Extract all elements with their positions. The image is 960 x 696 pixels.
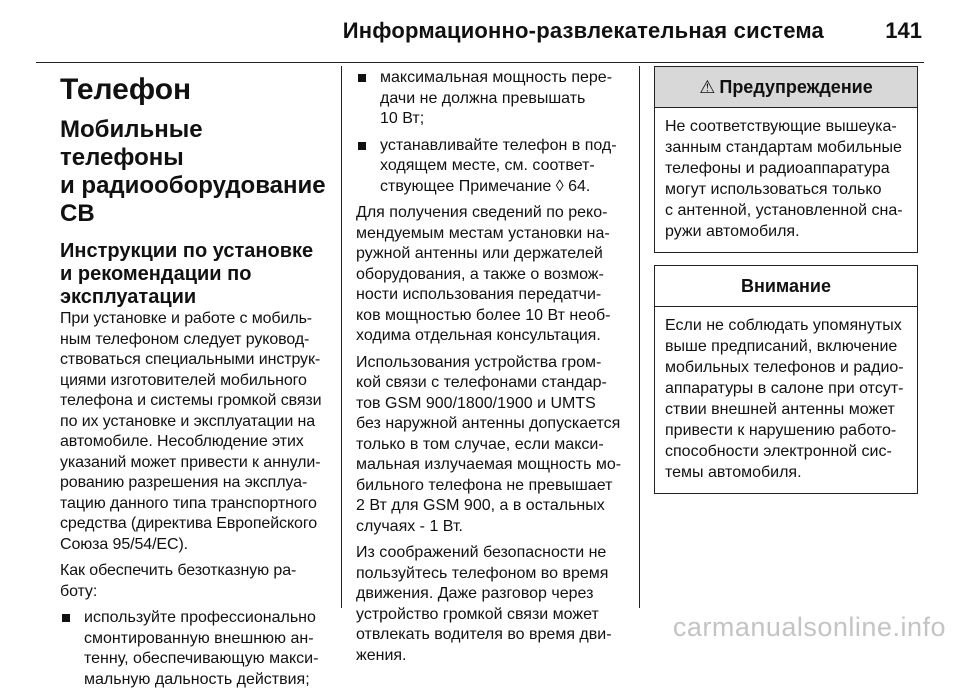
text-line: кой связи с телефонами стандар- bbox=[356, 374, 607, 391]
text-line: оборудования, а также о возмож- bbox=[356, 265, 604, 283]
text-line: Союза 95/54/EC). bbox=[60, 535, 189, 553]
text-line: Из соображений безопасности не bbox=[356, 544, 607, 561]
text-line: Использования устройства гром- bbox=[356, 353, 602, 371]
page-header bbox=[36, 0, 924, 63]
text-line: тов GSM 900/1800/1900 и UMTS bbox=[356, 394, 596, 412]
antenna-paragraph bbox=[356, 203, 626, 347]
text-line: ружи автомобиля. bbox=[665, 223, 800, 240]
text-line: ствоваться специальными инструк- bbox=[60, 351, 321, 368]
text-line: Если не соблюдать упомянутых bbox=[665, 317, 902, 334]
text-line: ности использования передатчи- bbox=[356, 286, 602, 303]
column-divider-1 bbox=[341, 66, 342, 608]
text-line: ружной антенны или держателей bbox=[356, 245, 603, 262]
bullet-list bbox=[60, 608, 326, 690]
subsection-title-line: эксплуатации bbox=[60, 286, 197, 308]
text-line: тацию данного типа транспортного bbox=[60, 494, 317, 512]
text-line: ным телефоном следует руковод- bbox=[60, 330, 310, 348]
text-line: При установке и работе с мобиль- bbox=[60, 310, 313, 327]
text-line: мальная излучаемая мощность мо- bbox=[356, 456, 622, 473]
warning-title: Предупреждение bbox=[719, 76, 873, 97]
notice-text bbox=[665, 315, 907, 483]
column-2 bbox=[356, 66, 626, 666]
bullet-square-icon bbox=[62, 614, 70, 622]
handsfree-paragraph bbox=[356, 353, 626, 538]
warning-header bbox=[655, 67, 917, 108]
column-1 bbox=[60, 66, 326, 696]
subsection-title-line: и рекомендации по bbox=[60, 263, 252, 285]
warning-text bbox=[665, 116, 907, 242]
text-line: мендуемым местам установки на- bbox=[356, 224, 610, 242]
text-line: циями изготовителей мобильного bbox=[60, 371, 307, 389]
text-line: ствии внешней антенны может bbox=[665, 401, 895, 418]
text-line: выше предписаний, включение bbox=[665, 338, 898, 355]
section-title-line: Мобильные телефоны bbox=[60, 116, 203, 171]
notice-body bbox=[655, 307, 917, 493]
bullet-item bbox=[356, 68, 626, 130]
text-line: используйте профессионально bbox=[84, 609, 316, 626]
text-line: бильного телефона не превышает bbox=[356, 476, 613, 494]
intro-paragraph bbox=[60, 309, 326, 555]
text-line: телефона и системы громкой связи bbox=[60, 392, 322, 409]
page-title: Телефон bbox=[60, 73, 192, 106]
notice-box bbox=[654, 265, 918, 494]
text-line: способности электронной сис- bbox=[665, 443, 892, 460]
warning-box bbox=[654, 66, 918, 253]
text-line: Не соответствующие вышеука- bbox=[665, 118, 897, 135]
text-line: рованию разрешения на эксплуа- bbox=[60, 474, 308, 491]
section-title-line: и радиооборудование CB bbox=[60, 172, 326, 227]
subsection-title-line: Инструкции по установке bbox=[60, 240, 314, 262]
bullet-item bbox=[356, 136, 626, 198]
bullet-square-icon bbox=[358, 142, 366, 150]
text-line: максимальная мощность пере- bbox=[380, 69, 613, 86]
text-line: с антенной, установленной сна- bbox=[665, 202, 903, 219]
text-line: боту: bbox=[60, 582, 98, 600]
page-number: 141 bbox=[885, 18, 922, 43]
notice-title: Внимание bbox=[741, 275, 831, 296]
text-line: жения. bbox=[356, 646, 407, 664]
column-divider-2 bbox=[639, 66, 640, 608]
text-line: без наружной антенны допускается bbox=[356, 415, 621, 432]
text-line: автомобиле. Несоблюдение этих bbox=[60, 433, 304, 450]
bullet-square-icon bbox=[358, 74, 366, 82]
text-line: мальную дальность действия; bbox=[84, 670, 310, 688]
text-line: пользуйтесь телефоном во время bbox=[356, 564, 609, 582]
text-line: тенну, обеспечивающую макси- bbox=[84, 650, 319, 667]
subsection-title bbox=[60, 240, 326, 309]
notice-header bbox=[655, 266, 917, 307]
text-line: телефоны и радиоаппаратура bbox=[665, 160, 890, 177]
text-line: 10 Вт; bbox=[380, 110, 425, 127]
text-line: Как обеспечить безотказную ра- bbox=[60, 562, 297, 579]
text-line: случаях - 1 Вт. bbox=[356, 517, 463, 535]
text-line: привести к нарушению работо- bbox=[665, 422, 897, 439]
bullet-list bbox=[356, 68, 626, 197]
warning-body bbox=[655, 108, 917, 252]
warning-triangle-icon: ⚠ bbox=[699, 76, 716, 97]
text-line: Для получения сведений по реко- bbox=[356, 204, 608, 221]
text-line: ходящем месте, см. соответ- bbox=[380, 157, 595, 174]
watermark: carmanualsonline.info bbox=[672, 612, 946, 642]
text-line: аппаратуры в салоне при отсут- bbox=[665, 380, 904, 397]
header-title: Информационно-развлекательная система bbox=[342, 18, 824, 43]
safety-paragraph bbox=[356, 543, 626, 666]
text-line: средства (директива Европейского bbox=[60, 515, 318, 532]
text-line: ходима отдельная консультация. bbox=[356, 327, 601, 344]
text-line: 2 Вт для GSM 900, а в остальных bbox=[356, 497, 605, 514]
text-line: движения. Даже разговор через bbox=[356, 585, 594, 602]
text-line: устанавливайте телефон в под- bbox=[380, 136, 617, 154]
column-3 bbox=[654, 66, 918, 504]
section-title bbox=[60, 116, 326, 228]
text-line: по их установке и эксплуатации на bbox=[60, 412, 316, 430]
text-line: дачи не должна превышать bbox=[380, 89, 586, 107]
text-line: ков мощностью более 10 Вт необ- bbox=[356, 306, 611, 324]
how-to-paragraph bbox=[60, 561, 326, 602]
text-line: устройство громкой связи может bbox=[356, 605, 599, 623]
text-line: темы автомобиля. bbox=[665, 464, 802, 481]
text-line: мобильных телефонов и радио- bbox=[665, 359, 904, 376]
text-line: могут использоваться только bbox=[665, 181, 882, 198]
bullet-item bbox=[60, 608, 326, 690]
text-line: занным стандартам мобильные bbox=[665, 139, 902, 156]
text-line: смонтированную внешнюю ан- bbox=[84, 629, 314, 647]
cross-reference-link[interactable]: ствующее Примечание ◊ 64. bbox=[380, 177, 591, 195]
text-line: только в том случае, если макси- bbox=[356, 435, 604, 453]
text-line: указаний может привести к аннули- bbox=[60, 453, 321, 471]
text-line: отвлекать водителя во время дви- bbox=[356, 626, 612, 643]
